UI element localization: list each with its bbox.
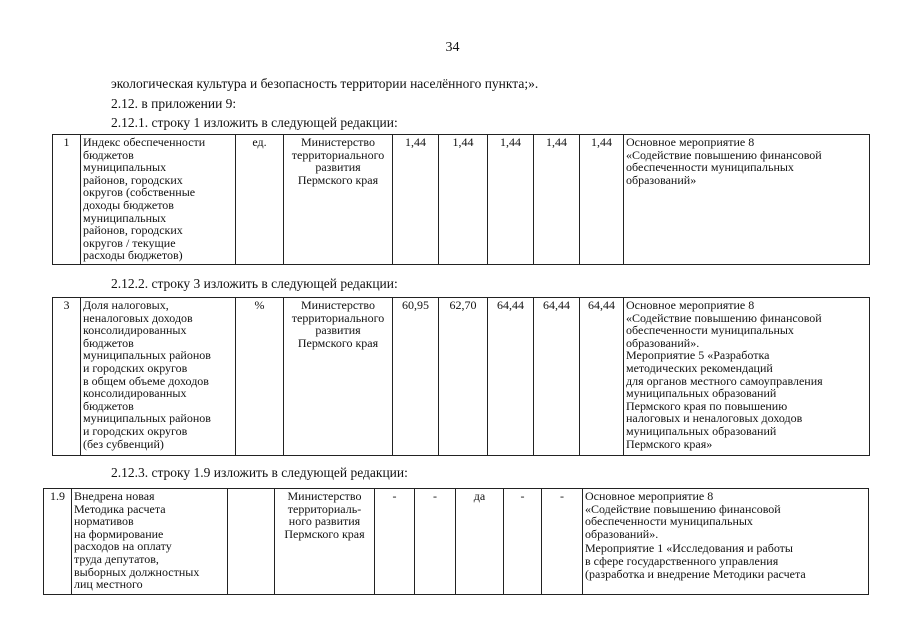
value-cell: 64,44	[580, 298, 624, 456]
row-number: 1	[53, 135, 81, 265]
paragraph-2-12: 2.12. в приложении 9:	[111, 96, 237, 111]
indicator-cell: Внедрена новая Методика расчета нормативов на формирование расходов на оплату труда депутатов, выборных должностных лиц местного	[72, 489, 228, 595]
measure-cell: Основное мероприятие 8 «Содействие повышению финансовой обеспеченности муниципальных образований»	[624, 135, 870, 265]
row-number: 1.9	[44, 489, 72, 595]
value-cell: 64,44	[534, 298, 580, 456]
table-row-1-9	[43, 488, 869, 595]
ministry-cell: Министерство территориального развития Пермского края	[284, 135, 393, 265]
measure-main-text: Основное мероприятие 8 «Содействие повышению финансовой обеспеченности муниципальных образований».	[585, 489, 781, 541]
ministry-cell: Министерство территориаль- ного развития Пермского края	[275, 489, 375, 595]
indicator-cell: Доля налоговых, неналоговых доходов консолидированных бюджетов муниципальных районов и городских округов в общем объеме доходов консолидированных бюджетов муниципальных районов и городских округов (без субвенций)	[81, 298, 236, 456]
value-cell: -	[542, 489, 583, 595]
measure-cell	[583, 489, 869, 595]
value-cell: -	[375, 489, 415, 595]
paragraph-2-12-1: 2.12.1. строку 1 изложить в следующей редакции:	[111, 115, 398, 130]
measure-cell: Основное мероприятие 8 «Содействие повышению финансовой обеспеченности муниципальных образований». Мероприятие 5 «Разработка методических рекомендаций для органов местного самоуправления муниципальных образований Пермского края по повышению налоговых и неналоговых доходов муниципальных образований Пермского края»	[624, 298, 870, 456]
value-cell: 1,44	[488, 135, 534, 265]
row-number: 3	[53, 298, 81, 456]
unit-cell	[228, 489, 275, 595]
page-number: 34	[445, 40, 460, 55]
unit-cell: ед.	[236, 135, 284, 265]
value-cell: 60,95	[393, 298, 439, 456]
indicator-cell: Индекс обеспеченности бюджетов муниципальных районов, городских округов (собственные доходы бюджетов муниципальных районов, городских округов / текущие расходы бюджетов)	[81, 135, 236, 265]
value-cell: 1,44	[393, 135, 439, 265]
value-cell: да	[456, 489, 504, 595]
paragraph-2-12-3: 2.12.3. строку 1.9 изложить в следующей редакции:	[111, 465, 408, 480]
value-cell: -	[504, 489, 542, 595]
value-cell: 62,70	[439, 298, 488, 456]
value-cell: 1,44	[439, 135, 488, 265]
measure-sub-text: Мероприятие 1 «Исследования и работы в сфере государственного управления (разработка и внедрение Методики расчета	[585, 541, 806, 581]
paragraph-2-12-2: 2.12.2. строку 3 изложить в следующей редакции:	[111, 276, 398, 291]
value-cell: 1,44	[534, 135, 580, 265]
table-row-3	[52, 297, 870, 456]
ministry-cell: Министерство территориального развития Пермского края	[284, 298, 393, 456]
unit-cell: %	[236, 298, 284, 456]
value-cell: -	[415, 489, 456, 595]
paragraph-continuation: экологическая культура и безопасность территории населённого пункта;».	[111, 76, 539, 91]
table-row-1	[52, 134, 870, 265]
value-cell: 64,44	[488, 298, 534, 456]
value-cell: 1,44	[580, 135, 624, 265]
